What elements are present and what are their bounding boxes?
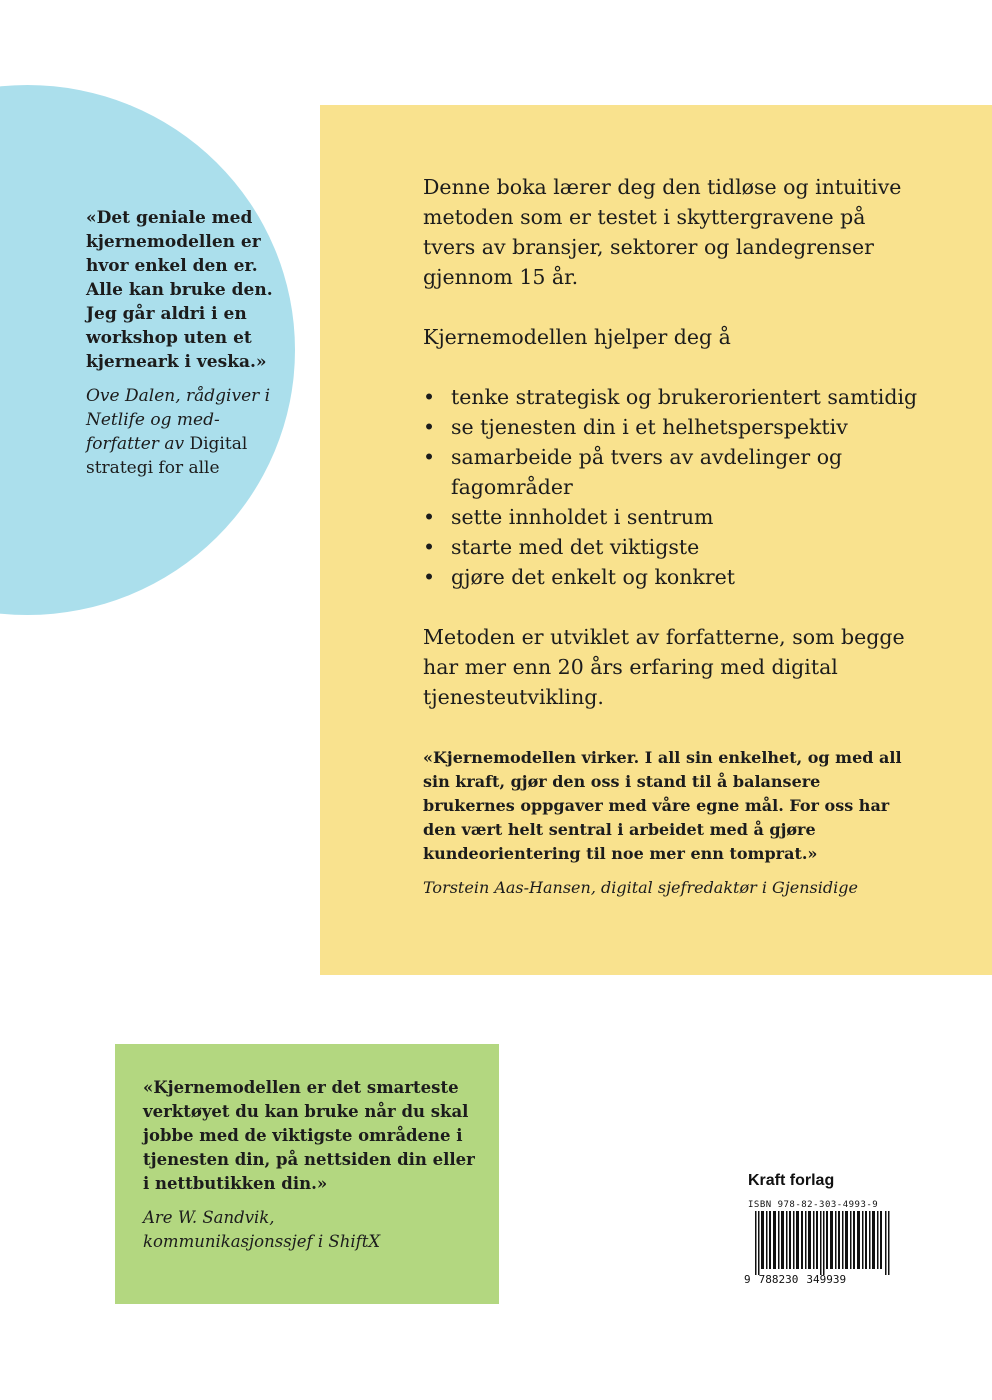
attribution-book-title: Digital strategi for alle <box>86 434 248 478</box>
attribution-name: Are W. Sandvik, <box>143 1208 275 1227</box>
quote-text: «Kjernemodellen er det smarteste verktøyet du kan bruke når du skal jobbe med de viktigste områdene i tjenesten din, på nettsiden din eller i nettbutikken din.» <box>143 1078 475 1193</box>
quote-attribution <box>143 1206 483 1254</box>
publisher-name: Kraft forlag <box>748 1172 835 1189</box>
quote-text: «Det geniale med kjernemodellen er hvor enkel den er. Alle kan bruke den. Jeg går aldri i en workshop uten et kjerneark i veska.» <box>86 208 273 372</box>
main-description <box>423 172 923 742</box>
quote-ove-dalen <box>86 206 281 480</box>
isbn-text: ISBN 978-82-303-4993-9 <box>748 1200 879 1210</box>
barcode-digit-group: 788230 <box>758 1273 799 1286</box>
list-item: • tenke strategisk og brukerorientert samtidig <box>423 382 923 412</box>
attribution-title: kommunikasjonssjef i ShiftX <box>143 1232 381 1251</box>
barcode-digits <box>744 1273 894 1286</box>
barcode-icon <box>755 1211 891 1275</box>
benefits-list <box>423 382 923 592</box>
quote-are-sandvik <box>143 1076 483 1254</box>
list-item: • se tjenesten din i et helhetsperspektiv <box>423 412 923 442</box>
intro-paragraph: Denne boka lærer deg den tidløse og intuitive metoden som er testet i skyttergravene på tvers av bransjer, sektorer og landegrenser gjennom 15 år. <box>423 175 902 289</box>
list-item: • gjøre det enkelt og konkret <box>423 562 923 592</box>
attribution-name: Ove Dalen, rådgiver i Netlife og medforfatter av <box>86 386 271 454</box>
quote-attribution <box>423 876 913 900</box>
list-item: • starte med det viktigste <box>423 532 923 562</box>
closing-paragraph: Metoden er utviklet av forfatterne, som begge har mer enn 20 års erfaring med digital tjenesteutvikling. <box>423 625 905 709</box>
barcode-digit-group: 9 <box>744 1273 751 1286</box>
quote-attribution <box>86 384 281 480</box>
barcode-digit-group: 349939 <box>806 1273 847 1286</box>
lead-paragraph: Kjernemodellen hjelper deg å <box>423 325 731 349</box>
attribution-name: Torstein Aas-Hansen, digital sjefredaktør i Gjensidige <box>423 878 858 897</box>
quote-text: «Kjernemodellen virker. I all sin enkelhet, og med all sin kraft, gjør den oss i stand til å balansere brukernes oppgaver med våre egne mål. For oss har den vært helt sentral i arbeidet med å gjøre kundeorientering til noe mer enn tomprat.» <box>423 748 902 863</box>
quote-torstein-aas-hansen <box>423 746 913 900</box>
list-item: • sette innholdet i sentrum <box>423 502 923 532</box>
list-item: • samarbeide på tvers av avdelinger og fagområder <box>423 442 923 502</box>
